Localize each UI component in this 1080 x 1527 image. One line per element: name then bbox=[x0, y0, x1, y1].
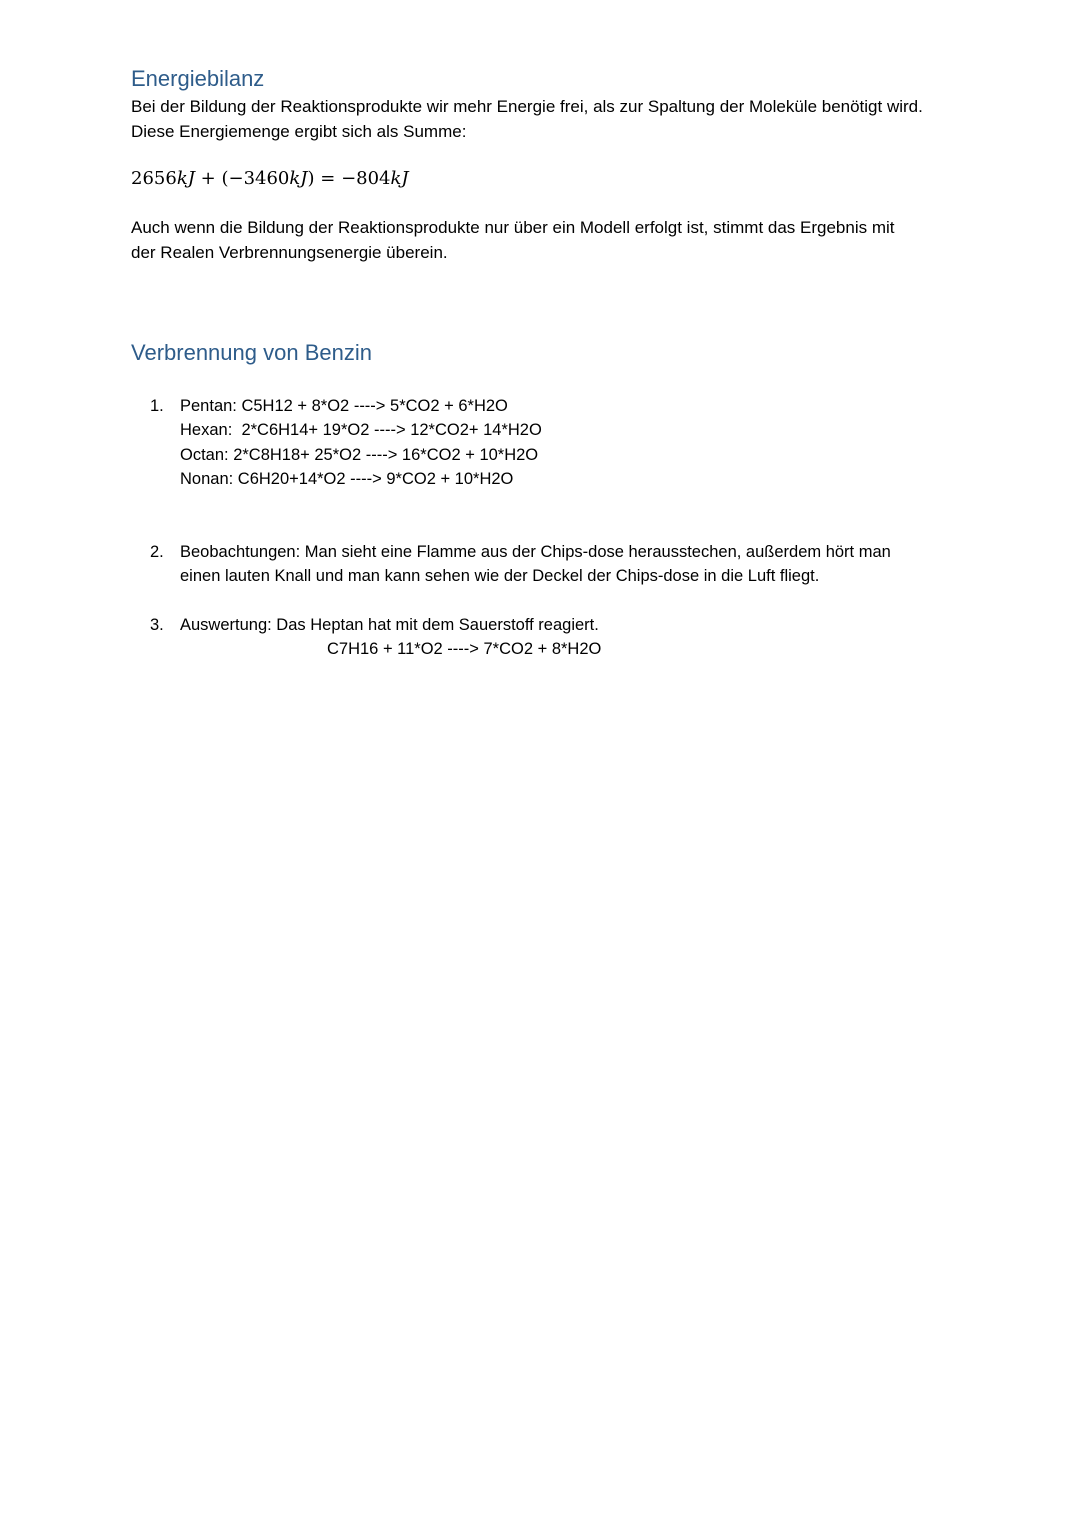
observation-line: Beobachtungen: Man sieht eine Flamme aus der Chips-dose herausstechen, außerdem hört man bbox=[180, 543, 891, 561]
formula-term-a: 2656 bbox=[131, 168, 177, 189]
formula-unit: kJ bbox=[289, 168, 308, 189]
formula-unit: kJ bbox=[176, 168, 195, 189]
paragraph-energy-conclusion bbox=[131, 216, 895, 265]
evaluation-line: Auswertung: Das Heptan hat mit dem Sauerstoff reagiert. bbox=[180, 616, 599, 634]
reaction-equation-heptan: C7H16 + 11*O2 ----> 7*CO2 + 8*H2O bbox=[327, 640, 602, 659]
reaction-equation-nonan: Nonan: C6H20+14*O2 ----> 9*CO2 + 10*H2O bbox=[180, 470, 514, 489]
paragraph-line: Bei der Bildung der Reaktionsprodukte wir mehr Energie frei, als zur Spaltung der Moleküle benötigt wird. bbox=[131, 97, 923, 116]
list-item-body bbox=[180, 613, 601, 662]
reaction-equation-hexan: Hexan: 2*C6H14+ 19*O2 ----> 12*CO2+ 14*H2O bbox=[180, 421, 542, 440]
paragraph-line: Diese Energiemenge ergibt sich als Summe: bbox=[131, 121, 467, 141]
list-item-body bbox=[180, 540, 891, 589]
list-item-body bbox=[180, 394, 542, 492]
reaction-equation-pentan: Pentan: C5H12 + 8*O2 ----> 5*CO2 + 6*H2O bbox=[180, 397, 508, 415]
heading-energiebilanz: Energiebilanz bbox=[131, 66, 265, 91]
reaction-equation-octan: Octan: 2*C8H18+ 25*O2 ----> 16*CO2 + 10*H2O bbox=[180, 445, 539, 464]
formula-term-b: + (−3460 bbox=[194, 168, 290, 189]
observation-line: einen lauten Knall und man kann sehen wie der Deckel der Chips-dose in die Luft fliegt. bbox=[180, 567, 820, 586]
paragraph-line: der Realen Verbrennungsenergie überein. bbox=[131, 242, 448, 262]
formula-result: ) = −804 bbox=[307, 168, 391, 189]
energy-sum-formula bbox=[131, 168, 409, 189]
paragraph-line: Auch wenn die Bildung der Reaktionsprodukte nur über ein Modell erfolgt ist, stimmt das Ergebnis mit bbox=[131, 218, 895, 237]
formula-unit: kJ bbox=[390, 168, 409, 189]
list-number: 2. bbox=[150, 543, 164, 561]
list-number: 3. bbox=[150, 616, 164, 634]
list-number: 1. bbox=[150, 397, 164, 415]
paragraph-energy-intro bbox=[131, 95, 923, 144]
heading-verbrennung-von-benzin: Verbrennung von Benzin bbox=[131, 340, 372, 365]
